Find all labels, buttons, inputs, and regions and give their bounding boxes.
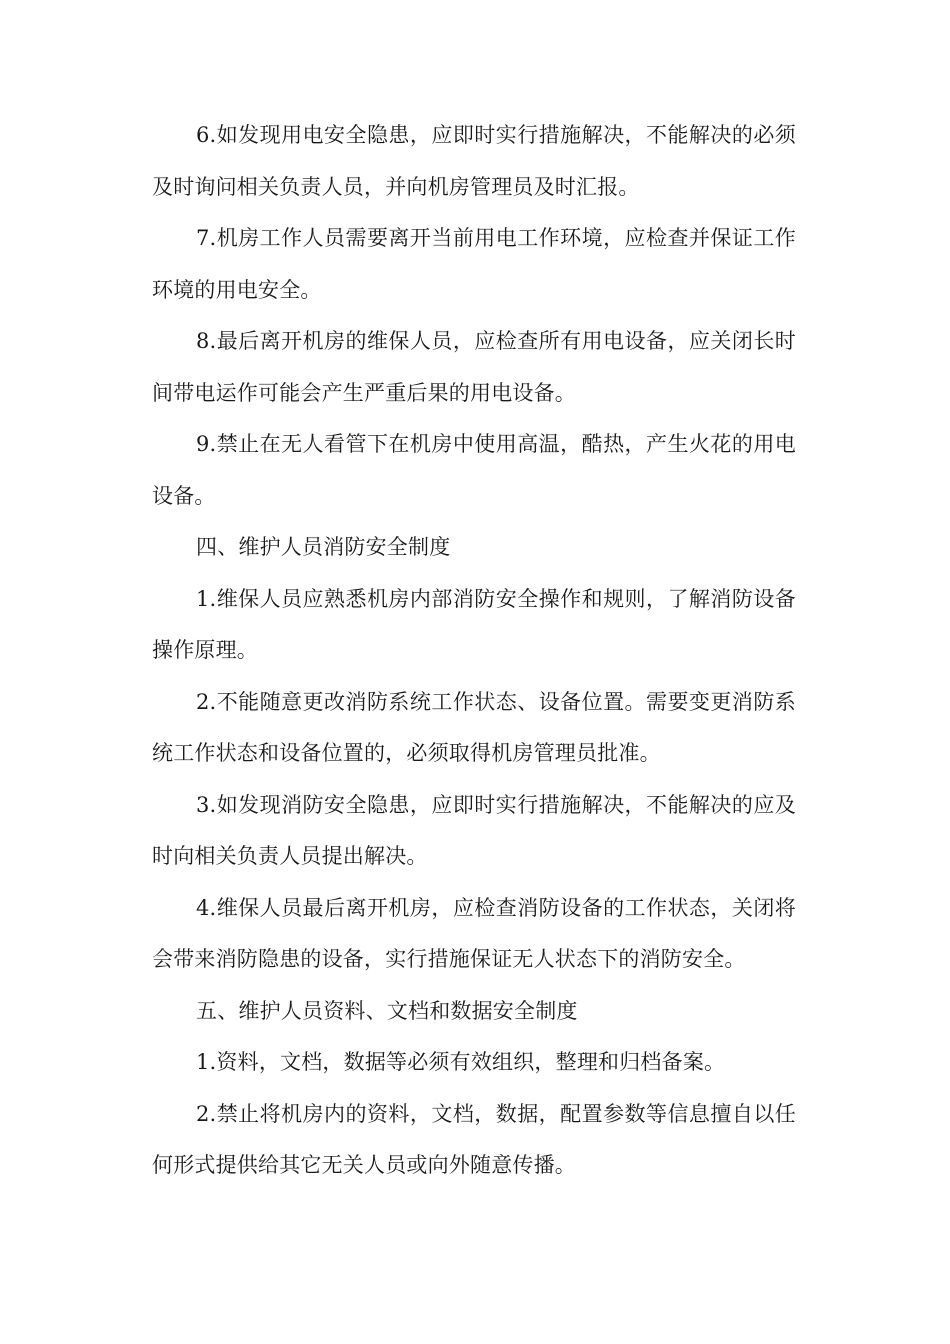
paragraph-data-safety-1: 1.资料，文档，数据等必须有效组织，整理和归档备案。 (196, 1050, 726, 1074)
section-heading-data-safety: 五、维护人员资料、文档和数据安全制度 (196, 998, 578, 1023)
section-heading-fire-safety: 四、维护人员消防安全制度 (196, 535, 451, 559)
paragraph-fire-safety-4: 4.维保人员最后离开机房，应检查消防设备的工作状态，关闭将会带来消防隐患的设备，实行措施保证无人状态下的消防安全。 (152, 895, 796, 971)
paragraph-data-safety-2: 2.禁止将机房内的资料，文档，数据，配置参数等信息擅自以任何形式提供给其它无关人员或向外随意传播。 (152, 1101, 796, 1177)
paragraph-electric-safety-6: 6.如发现用电安全隐患，应即时实行措施解决，不能解决的必须及时询问相关负责人员，并向机房管理员及时汇报。 (152, 123, 796, 199)
paragraph-fire-safety-3: 3.如发现消防安全隐患，应即时实行措施解决，不能解决的应及时向相关负责人员提出解决。 (152, 792, 796, 868)
paragraph-electric-safety-7: 7.机房工作人员需要离开当前用电工作环境，应检查并保证工作环境的用电安全。 (152, 226, 796, 302)
document-body (152, 110, 796, 1192)
paragraph-electric-safety-8: 8.最后离开机房的维保人员，应检查所有用电设备，应关闭长时间带电运作可能会产生严重后果的用电设备。 (152, 329, 796, 405)
paragraph-fire-safety-2: 2.不能随意更改消防系统工作状态、设备位置。需要变更消防系统工作状态和设备位置的，必须取得机房管理员批准。 (152, 689, 796, 765)
paragraph-electric-safety-9: 9.禁止在无人看管下在机房中使用高温，酷热，产生火花的用电设备。 (152, 432, 796, 508)
paragraph-fire-safety-1: 1.维保人员应熟悉机房内部消防安全操作和规则，了解消防设备操作原理。 (152, 586, 796, 662)
